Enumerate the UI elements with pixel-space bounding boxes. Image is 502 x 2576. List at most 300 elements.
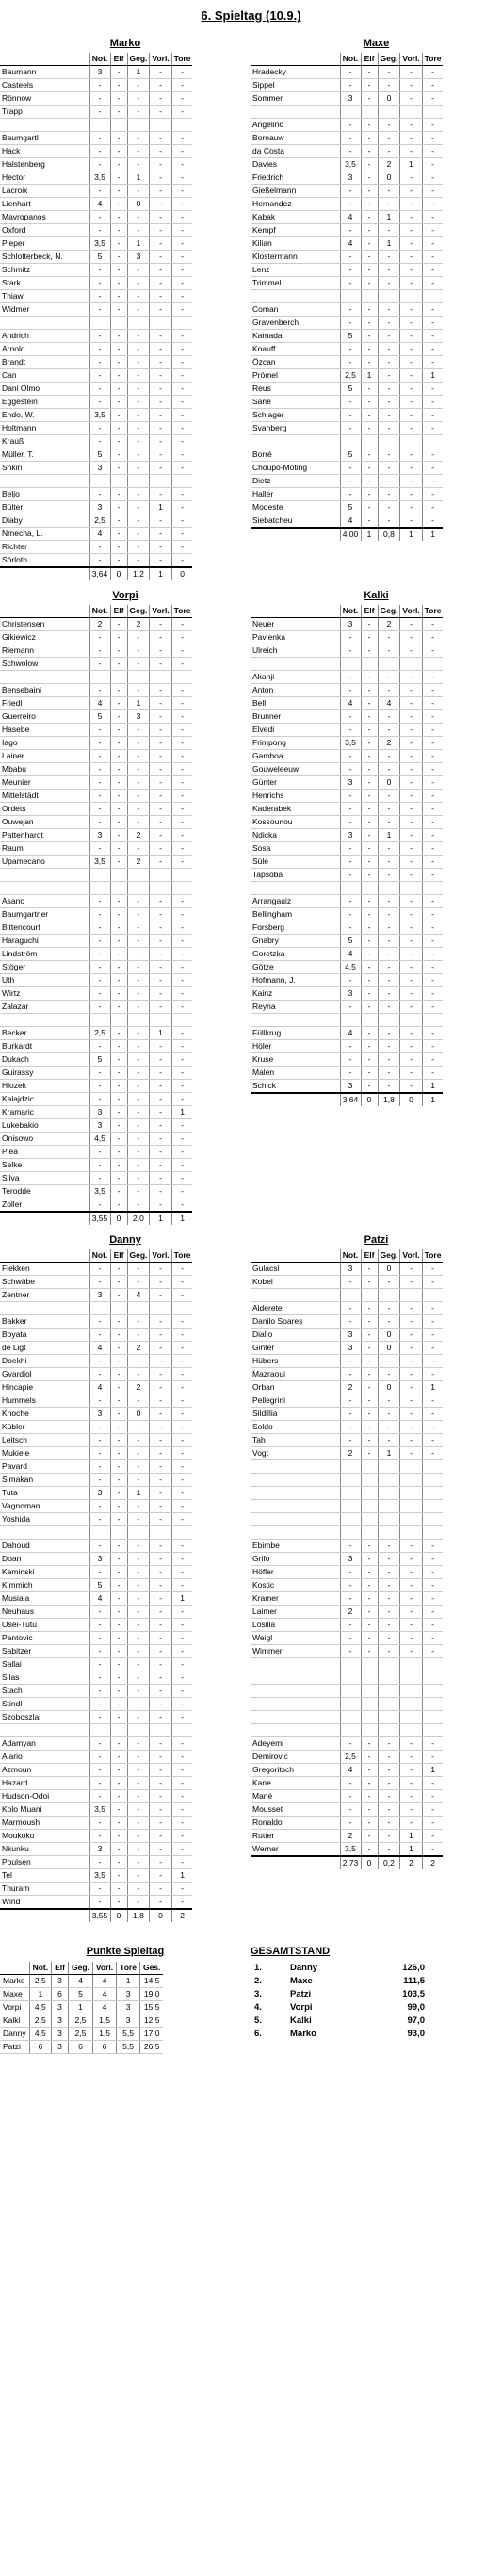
stat-cell: -	[361, 1843, 378, 1857]
player-name: Bittencourt	[0, 921, 89, 935]
stat-cell: 5	[340, 383, 361, 396]
stat-cell: -	[171, 658, 192, 671]
stat-cell: -	[171, 1579, 192, 1592]
stat-cell: -	[361, 1790, 378, 1803]
player-name: Hudson-Odoi	[0, 1790, 89, 1803]
stat-cell: -	[361, 422, 378, 435]
stat-cell: -	[340, 895, 361, 908]
stat-cell: -	[400, 987, 422, 1001]
stat-cell: -	[422, 737, 443, 750]
stat-cell: -	[89, 1460, 110, 1474]
player-row	[0, 1592, 192, 1606]
stat-cell: 1	[400, 158, 422, 171]
stat-cell: -	[127, 158, 150, 171]
stat-cell: -	[127, 343, 150, 356]
spacer-row	[251, 658, 443, 671]
stat-cell: -	[361, 1040, 378, 1053]
stat-cell: -	[422, 171, 443, 185]
stat-cell: -	[422, 776, 443, 790]
player-name	[251, 1513, 340, 1526]
stat-cell: -	[110, 1276, 127, 1289]
stat-cell: -	[110, 658, 127, 671]
stat-cell: -	[127, 356, 150, 369]
stat-cell: -	[110, 145, 127, 158]
stat-cell: -	[171, 1540, 192, 1553]
stat-cell: -	[361, 462, 378, 475]
stat-cell	[422, 1671, 443, 1685]
stat-cell: -	[361, 1276, 378, 1289]
stat-cell	[340, 106, 361, 119]
stat-cell: -	[400, 501, 422, 514]
stat-cell: -	[422, 1803, 443, 1817]
stat-cell: -	[422, 330, 443, 343]
player-name: Uth	[0, 974, 89, 987]
player-row	[251, 79, 443, 92]
stat-cell: -	[150, 1040, 171, 1053]
stat-cell: -	[127, 1513, 150, 1526]
stat-cell: -	[422, 1579, 443, 1592]
stat-cell: -	[171, 895, 192, 908]
stat-cell: -	[361, 396, 378, 409]
stat-cell: -	[400, 1381, 422, 1394]
player-name: Plea	[0, 1146, 89, 1159]
stat-cell: -	[378, 66, 400, 79]
stat-cell	[400, 1014, 422, 1027]
stat-cell: -	[110, 264, 127, 277]
stat-cell: -	[171, 211, 192, 224]
stat-cell: -	[127, 1434, 150, 1447]
stat-cell: 0	[378, 1342, 400, 1355]
stat-cell: -	[400, 961, 422, 974]
header-cell: Geg.	[378, 605, 400, 618]
spacer-row	[0, 1014, 192, 1027]
stat-cell: -	[361, 1592, 378, 1606]
stat-cell: -	[89, 277, 110, 290]
stat-cell: -	[89, 1896, 110, 1910]
player-name: Halstenberg	[0, 158, 89, 171]
stat-cell: -	[89, 1830, 110, 1843]
stat-cell: -	[127, 1027, 150, 1040]
spacer-row	[0, 869, 192, 882]
rank: 3.	[254, 1989, 262, 1999]
stat-cell: -	[422, 132, 443, 145]
stat-cell: -	[378, 750, 400, 763]
player-name: Svanberg	[251, 422, 340, 435]
stat-cell: -	[110, 343, 127, 356]
player-row	[251, 488, 443, 501]
stat-cell: -	[361, 1777, 378, 1790]
stat-cell: -	[340, 264, 361, 277]
stat-cell: -	[171, 1513, 192, 1526]
rank: 2.	[254, 1976, 262, 1986]
stat-cell: -	[150, 1355, 171, 1368]
player-name: Friedrich	[251, 171, 340, 185]
stat-cell: -	[378, 987, 400, 1001]
player-row	[251, 895, 443, 908]
stat-cell: -	[340, 1421, 361, 1434]
points-cell: 4	[92, 1988, 116, 2001]
stat-cell: -	[150, 1067, 171, 1080]
stat-cell: -	[127, 1566, 150, 1579]
stat-cell	[150, 1526, 171, 1540]
stat-cell: -	[89, 1172, 110, 1185]
stat-cell: 1	[171, 1106, 192, 1119]
stat-cell: -	[378, 1553, 400, 1566]
stat-cell	[127, 882, 150, 895]
sum-cell: 0	[150, 1909, 171, 1922]
stat-cell: -	[422, 79, 443, 92]
header-cell: Ges.	[139, 1962, 163, 1975]
stat-cell: -	[110, 1460, 127, 1474]
stat-cell: -	[127, 92, 150, 106]
stat-cell: -	[89, 803, 110, 816]
player-name: Siebatcheu	[251, 514, 340, 529]
spacer-row	[251, 1289, 443, 1302]
stat-cell: -	[361, 974, 378, 987]
stat-cell: -	[400, 631, 422, 644]
stat-cell: -	[150, 776, 171, 790]
stat-cell: -	[110, 803, 127, 816]
stat-cell	[110, 1302, 127, 1315]
stat-cell	[127, 869, 150, 882]
stat-cell: -	[422, 1329, 443, 1342]
stat-cell: -	[400, 1067, 422, 1080]
stat-cell: 3	[89, 462, 110, 475]
stat-cell: -	[150, 895, 171, 908]
stat-cell: -	[89, 541, 110, 554]
total-points: 126,0	[402, 1963, 425, 1973]
stat-cell	[361, 435, 378, 448]
stat-cell: -	[89, 895, 110, 908]
player-name: Hazard	[0, 1777, 89, 1790]
player-row	[251, 1843, 443, 1857]
player-name	[251, 1460, 340, 1474]
stat-cell: -	[150, 1289, 171, 1302]
stat-cell: -	[378, 974, 400, 987]
stat-cell: -	[127, 290, 150, 303]
stat-cell: -	[127, 1592, 150, 1606]
points-row	[0, 1988, 163, 2001]
stat-cell	[89, 317, 110, 330]
stat-cell: -	[171, 842, 192, 856]
header-cell: Vorl.	[150, 53, 171, 66]
stat-cell: -	[361, 1553, 378, 1566]
stat-cell: -	[150, 383, 171, 396]
sum-cell: 1,8	[378, 1093, 400, 1106]
stat-cell: -	[340, 816, 361, 829]
player-row	[0, 303, 192, 317]
stat-cell: -	[89, 948, 110, 961]
player-name: Holtmann	[0, 422, 89, 435]
stat-cell: 5	[340, 501, 361, 514]
stat-cell: -	[171, 132, 192, 145]
player-name: Sallai	[0, 1658, 89, 1671]
points-row	[0, 2041, 163, 2054]
player-name: Kane	[251, 1777, 340, 1790]
points-cell: 19,0	[139, 1988, 163, 2001]
player-row	[251, 356, 443, 369]
stat-cell: -	[422, 790, 443, 803]
stat-cell: -	[171, 290, 192, 303]
stat-cell: -	[89, 1394, 110, 1408]
stat-cell: -	[110, 631, 127, 644]
player-name: Tel	[0, 1869, 89, 1883]
player-name: Akanji	[251, 671, 340, 684]
player-name: Pantovic	[0, 1632, 89, 1645]
stat-cell: -	[110, 106, 127, 119]
player-row	[0, 1329, 192, 1342]
player-row	[0, 1553, 192, 1566]
stat-cell: -	[110, 1342, 127, 1355]
player-name	[251, 106, 340, 119]
stat-cell: -	[150, 1790, 171, 1803]
stat-cell: -	[378, 343, 400, 356]
stat-cell: -	[378, 185, 400, 198]
player-name: Hector	[0, 171, 89, 185]
player-name: Ebimbe	[251, 1540, 340, 1553]
stat-cell: -	[340, 422, 361, 435]
player-row	[251, 422, 443, 435]
stat-cell: -	[110, 1632, 127, 1645]
player-row	[0, 330, 192, 343]
stat-cell	[110, 671, 127, 684]
stat-cell: -	[171, 1093, 192, 1106]
stat-cell: -	[361, 1053, 378, 1067]
player-row	[0, 921, 192, 935]
stat-cell: -	[361, 514, 378, 529]
stat-cell: -	[110, 829, 127, 842]
stat-cell: -	[171, 251, 192, 264]
stat-cell: -	[422, 921, 443, 935]
stat-cell: -	[150, 396, 171, 409]
stat-cell: -	[422, 1027, 443, 1040]
player-name: Schick	[251, 1080, 340, 1094]
stat-cell: -	[150, 1698, 171, 1711]
stat-cell: -	[171, 145, 192, 158]
stat-cell: -	[127, 961, 150, 974]
player-row	[0, 251, 192, 264]
stat-cell: -	[150, 1606, 171, 1619]
stat-cell: -	[422, 1434, 443, 1447]
stat-cell: -	[340, 1040, 361, 1053]
player-name: Borré	[251, 448, 340, 462]
player-name: Lienhart	[0, 198, 89, 211]
stat-cell: -	[110, 303, 127, 317]
stat-cell: -	[422, 644, 443, 658]
stat-cell: -	[89, 1093, 110, 1106]
stat-cell: 3	[89, 829, 110, 842]
stat-cell: -	[400, 829, 422, 842]
stat-cell	[361, 1487, 378, 1500]
stat-cell: -	[110, 1381, 127, 1394]
player-name: Yoshida	[0, 1513, 89, 1526]
stat-cell: -	[89, 790, 110, 803]
player-row	[251, 448, 443, 462]
stat-cell: 5	[340, 935, 361, 948]
stat-cell: -	[171, 1856, 192, 1869]
player-row	[251, 501, 443, 514]
sum-cell: 3,64	[89, 567, 110, 580]
stat-cell: -	[171, 961, 192, 974]
stat-cell: -	[361, 224, 378, 237]
stat-cell: -	[127, 1001, 150, 1014]
stat-cell: -	[150, 462, 171, 475]
stat-cell: 1	[422, 1080, 443, 1094]
stat-cell: -	[400, 1355, 422, 1368]
stat-cell	[422, 1698, 443, 1711]
stat-cell: 1	[422, 1764, 443, 1777]
player-name: Andrich	[0, 330, 89, 343]
stat-cell: -	[378, 1751, 400, 1764]
player-name: Kübler	[0, 1421, 89, 1434]
player-name: Davies	[251, 158, 340, 171]
player-row	[251, 1447, 443, 1460]
player-row	[0, 409, 192, 422]
gesamtstand-table	[251, 1962, 429, 2041]
stat-cell	[422, 1724, 443, 1737]
stat-cell: -	[110, 1830, 127, 1843]
player-name: Hasebe	[0, 724, 89, 737]
stat-cell: -	[400, 1790, 422, 1803]
stat-cell: -	[422, 475, 443, 488]
player-name: Schmitz	[0, 264, 89, 277]
stat-cell: -	[400, 448, 422, 462]
stat-cell: -	[110, 501, 127, 514]
player-row	[0, 961, 192, 974]
header-cell: Elf	[110, 605, 127, 618]
stat-cell	[378, 290, 400, 303]
stat-cell	[422, 1513, 443, 1526]
stat-cell: 0	[127, 198, 150, 211]
stat-cell: -	[150, 514, 171, 528]
points-cell: 17,0	[139, 2028, 163, 2041]
stat-cell: -	[89, 488, 110, 501]
player-row	[251, 1619, 443, 1632]
stat-cell: -	[340, 1619, 361, 1632]
team-block	[251, 1231, 502, 1922]
stat-cell: -	[340, 317, 361, 330]
stat-cell	[361, 1474, 378, 1487]
stat-cell: -	[127, 1106, 150, 1119]
stat-cell: -	[171, 1146, 192, 1159]
stat-cell: -	[400, 724, 422, 737]
stat-cell: -	[171, 422, 192, 435]
player-row	[0, 895, 192, 908]
player-name: Baumgartl	[0, 132, 89, 145]
stat-cell: 0	[378, 171, 400, 185]
stat-cell	[171, 869, 192, 882]
stat-cell: -	[340, 119, 361, 132]
stat-cell: -	[127, 1830, 150, 1843]
player-row	[251, 1751, 443, 1764]
stat-cell: -	[150, 1843, 171, 1856]
stat-cell: -	[150, 132, 171, 145]
player-name	[251, 658, 340, 671]
player-row	[0, 1159, 192, 1172]
stat-cell: -	[127, 185, 150, 198]
team-block	[251, 34, 502, 580]
spacer-row	[251, 1724, 443, 1737]
player-name: Kamada	[251, 330, 340, 343]
stat-cell: -	[171, 1198, 192, 1213]
stat-cell	[378, 882, 400, 895]
player-row	[251, 1579, 443, 1592]
player-name	[251, 1671, 340, 1685]
stat-cell: -	[150, 290, 171, 303]
stat-cell: 1	[361, 369, 378, 383]
stat-cell: -	[89, 1566, 110, 1579]
stat-cell: -	[110, 935, 127, 948]
stat-cell	[127, 475, 150, 488]
stat-cell: -	[150, 697, 171, 710]
player-row	[251, 224, 443, 237]
player-row	[251, 671, 443, 684]
stat-cell: -	[422, 66, 443, 79]
stat-cell: -	[361, 1394, 378, 1408]
player-row	[0, 1172, 192, 1185]
stat-cell: -	[89, 1671, 110, 1685]
stat-cell: -	[127, 409, 150, 422]
stat-cell: -	[361, 710, 378, 724]
stat-cell: -	[127, 1474, 150, 1487]
player-row	[0, 356, 192, 369]
sum-cell: 1	[400, 528, 422, 541]
stat-cell	[89, 869, 110, 882]
stat-cell: -	[127, 1185, 150, 1198]
total-points: 97,0	[407, 2015, 425, 2026]
stat-cell: -	[378, 1566, 400, 1579]
stat-cell	[361, 1513, 378, 1526]
stat-cell: -	[110, 644, 127, 658]
stat-cell: -	[89, 1355, 110, 1368]
points-cell: 3	[52, 1975, 69, 1988]
player-name: Musiala	[0, 1592, 89, 1606]
stat-cell: -	[378, 644, 400, 658]
stat-cell	[340, 1724, 361, 1737]
player-row	[251, 1764, 443, 1777]
stat-cell: -	[110, 1421, 127, 1434]
team-block	[0, 34, 251, 580]
stat-cell: -	[171, 1803, 192, 1817]
stat-cell: -	[422, 488, 443, 501]
stat-cell: -	[400, 1368, 422, 1381]
stat-cell: -	[378, 1067, 400, 1080]
stat-cell	[422, 1460, 443, 1474]
player-row	[251, 92, 443, 106]
stat-cell: -	[361, 1830, 378, 1843]
stat-cell	[361, 1289, 378, 1302]
manager-name: Maxe	[0, 1988, 29, 2001]
player-row	[0, 396, 192, 409]
player-row	[251, 816, 443, 829]
points-cell: 6	[29, 2041, 52, 2054]
stat-cell: -	[422, 710, 443, 724]
stat-cell: -	[422, 1566, 443, 1579]
stat-cell	[361, 1685, 378, 1698]
player-name: Szoboszlai	[0, 1711, 89, 1724]
stat-cell: -	[378, 409, 400, 422]
stat-cell: -	[150, 1093, 171, 1106]
player-name	[0, 119, 89, 132]
player-name: Henrichs	[251, 790, 340, 803]
player-name: Kimmich	[0, 1579, 89, 1592]
stat-cell: -	[171, 343, 192, 356]
stat-cell: -	[340, 631, 361, 644]
stat-cell: -	[361, 1329, 378, 1342]
stat-cell: -	[127, 684, 150, 697]
player-row	[0, 1698, 192, 1711]
stat-cell: -	[400, 211, 422, 224]
